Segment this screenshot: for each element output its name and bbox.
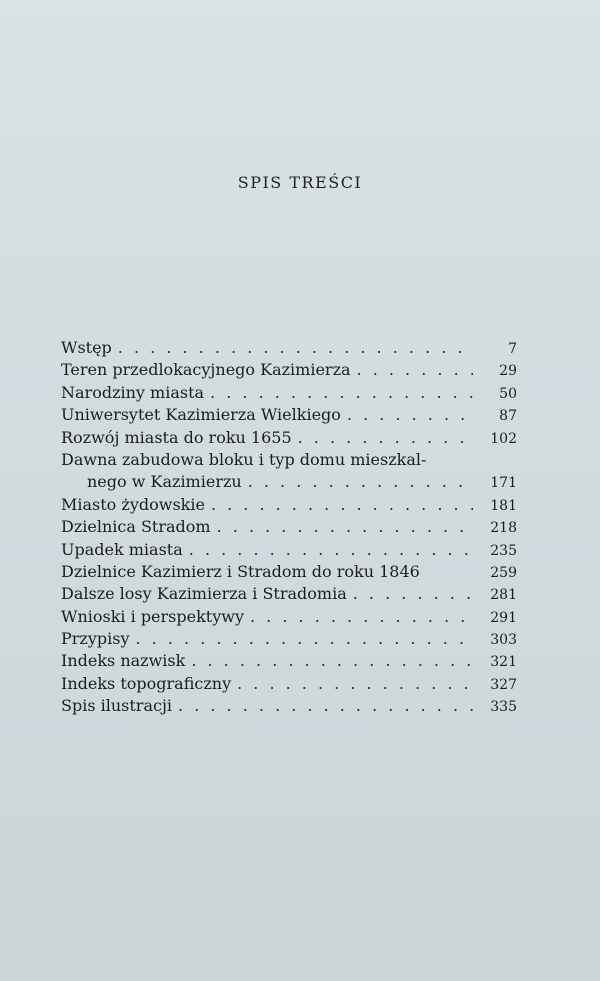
dot-leader (237, 673, 473, 695)
toc-entry-label: Spis ilustracji (61, 696, 173, 716)
toc-entry (61, 359, 517, 381)
toc-entry-page: 327 (490, 676, 517, 693)
dot-leader (353, 583, 473, 605)
toc-entry (61, 561, 517, 583)
toc-entry-page: 321 (490, 654, 517, 671)
toc-entry-label: Rozwój miasta do roku 1655 (61, 427, 292, 447)
dot-leader (248, 471, 473, 493)
toc-entry-label: Dzielnica Stradom (61, 517, 211, 537)
toc-entry-page: 171 (490, 475, 517, 492)
toc-entry (61, 427, 517, 449)
dot-leader (136, 628, 474, 650)
toc-entry-page: 235 (490, 542, 517, 559)
toc-entry (61, 650, 517, 672)
toc-entry-page: 303 (490, 632, 517, 649)
toc-entry (61, 494, 517, 516)
toc-entry-label: Przypisy (61, 629, 130, 649)
dot-leader (217, 516, 473, 538)
dot-leader (210, 382, 473, 404)
toc-entry-label: Wstęp (61, 338, 112, 357)
toc-entry-page: 335 (490, 699, 517, 716)
toc-entry-label: Dzielnice Kazimierz i Stradom do roku 1846 (61, 561, 420, 581)
toc-entry-page: 291 (490, 609, 517, 626)
dot-leader (178, 695, 473, 717)
toc-entry-label: Dawna zabudowa bloku i typ domu mieszkal- (61, 449, 427, 469)
toc-entry-page: 259 (490, 564, 517, 581)
toc-entry-page: 102 (490, 430, 517, 447)
dot-leader (250, 606, 473, 628)
page-title: SPIS TREŚCI (237, 173, 363, 192)
toc-entry (61, 606, 517, 628)
toc-entry-page: 50 (499, 385, 517, 402)
toc-entry (61, 337, 517, 359)
toc-entry (61, 404, 517, 426)
toc-entry (61, 695, 517, 717)
toc-entry (61, 449, 517, 471)
toc-entry (61, 382, 517, 404)
toc-entry (61, 539, 517, 561)
table-of-contents (61, 337, 517, 718)
toc-entry-label: Miasto żydowskie (61, 494, 205, 514)
toc-entry (61, 628, 517, 650)
toc-entry-page: 181 (490, 497, 517, 514)
toc-entry-label: Indeks nazwisk (61, 651, 186, 671)
toc-entry-page: 281 (490, 587, 517, 604)
toc-entry-label: Teren przedlokacyjnego Kazimierza (61, 360, 351, 380)
dot-leader (211, 494, 473, 516)
toc-entry (61, 673, 517, 695)
dot-leader (191, 650, 473, 672)
dot-leader (189, 539, 473, 561)
toc-entry-page: 7 (508, 341, 517, 357)
dot-leader (298, 427, 473, 449)
toc-entry-label: Uniwersytet Kazimierza Wielkiego (61, 405, 341, 425)
toc-entry (61, 516, 517, 538)
toc-entry-page: 29 (499, 363, 517, 380)
toc-entry (61, 471, 517, 493)
toc-entry-label: Narodziny miasta (61, 382, 205, 402)
toc-entry-label: Upadek miasta (61, 539, 183, 559)
toc-entry-label: Indeks topograficzny (61, 673, 232, 693)
toc-entry-page: 87 (499, 408, 517, 425)
dot-leader (347, 404, 473, 426)
toc-entry-label: Wnioski i perspektywy (61, 606, 244, 626)
dot-leader (357, 359, 473, 381)
toc-entry-label: nego w Kazimierzu (87, 472, 242, 492)
toc-entry (61, 583, 517, 605)
toc-entry-label: Dalsze losy Kazimierza i Stradomia (61, 584, 347, 604)
toc-entry-page: 218 (490, 520, 517, 537)
dot-leader (118, 337, 473, 359)
